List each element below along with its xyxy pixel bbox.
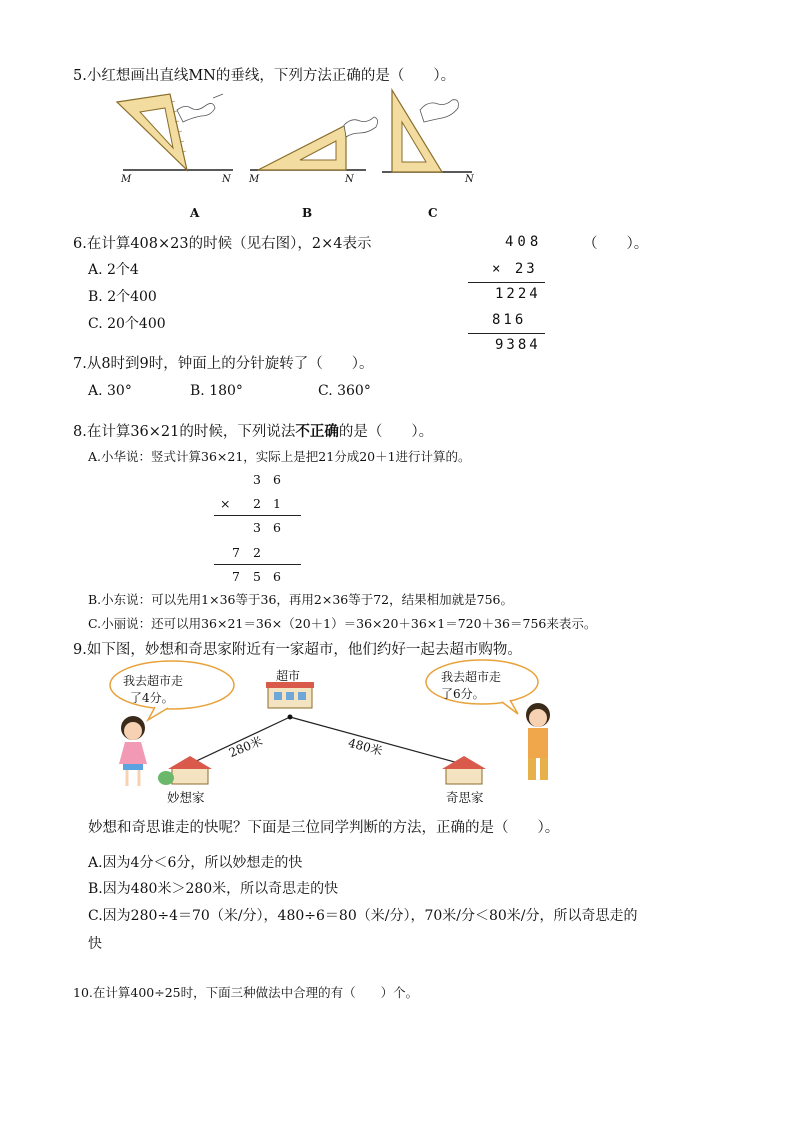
q8-calc-digit: 6 [273,569,281,584]
q7-option-b: B. 180° [190,383,243,399]
q8-option-a: A.小华说：竖式计算36×21，实际上是把21分成20＋1进行计算的。 [88,449,471,464]
q6-option-c: C. 20个400 [88,316,166,332]
q8-calc-times: × [220,496,231,511]
q8-calc-digit: 6 [273,472,281,487]
q8-stem-post: 的是（ ）。 [338,424,434,440]
q8-calc-digit: 3 [253,472,261,487]
q8-calc-digit: 6 [273,520,281,535]
q9-distance-left: 280米 [226,733,265,760]
q8-calc-digit: 5 [253,569,261,584]
q9-bubble-left-line1: 我去超市走 [123,674,184,688]
q7-option-c: C. 360° [318,383,371,399]
q9-home-right: 奇思家 [446,790,484,805]
figure-b-triangle-ruler [248,115,383,175]
q6-calc-row5: 9384 [495,337,541,353]
q8-option-c: C.小丽说：还可以用36×21＝36×（20＋1）＝36×20＋36×1＝720＋36＝756来表示。 [88,616,597,631]
figure-c-label-n: N [465,174,474,185]
q9-option-b: B.因为480米＞280米，所以奇思走的快 [88,881,339,897]
figure-c-caption: C [428,206,438,220]
q6-calc-row3: 1224 [495,286,541,302]
q9-bubble-right-line1: 我去超市走 [441,670,502,684]
figure-b-label-n: N [345,174,354,185]
q9-question: 妙想和奇思谁走的快呢？下面是三位同学判断的方法，正确的是（ ）。 [88,820,560,836]
figure-a-caption: A [190,206,200,220]
q8-stem-pre: 8.在计算36×21的时候，下列说法 [73,424,296,440]
q9-distance-right: 480米 [346,735,384,759]
q8-calc-digit: 1 [273,496,281,511]
q6-calc-row1: 408 [505,234,543,250]
figure-b-caption: B [302,206,313,220]
figure-a-label-m: M [121,174,132,185]
figure-b-label-m: M [249,174,260,185]
q9-bubble-left-line2: 了4分。 [130,691,174,705]
q6-option-a: A. 2个4 [88,262,139,278]
figure-c-triangle-ruler [380,88,480,183]
q9-home-left: 妙想家 [167,790,205,805]
q9-option-a: A.因为4分＜6分，所以妙想走的快 [88,855,303,871]
figure-a-label-n: N [222,174,231,185]
q6-calc-row2: × 23 [492,261,538,277]
q8-calc-digit: 7 [232,545,240,560]
q9-option-c-tail: 快 [88,936,102,952]
q5-stem: 5.小红想画出直线MN的垂线，下列方法正确的是（ ）。 [73,68,456,84]
q7-option-a: A. 30° [88,383,132,399]
q8-calc-digit: 3 [253,520,261,535]
q8-option-b: B.小东说：可以先用1×36等于36，再用2×36等于72，结果相加就是756。 [88,592,513,607]
q6-blank: （ ）。 [583,236,649,252]
q8-stem-bold: 不正确 [295,423,339,440]
q9-stem: 9.如下图，妙想和奇思家附近有一家超市，他们约好一起去超市购物。 [73,642,522,658]
q9-market-label: 超市 [276,669,301,683]
q10-stem: 10.在计算400÷25时，下面三种做法中合理的有（ ）个。 [73,985,419,1000]
q8-calc-digit: 2 [253,545,261,560]
q6-calc-row4: 816 [492,312,527,328]
q9-option-c: C.因为280÷4＝70（米/分），480÷6＝80（米/分），70米/分＜80米/分，所以奇思走的 [88,908,638,924]
q8-stem [73,420,433,441]
q9-bubble-right-line2: 了6分。 [441,687,485,701]
q7-stem: 7.从8时到9时，钟面上的分针旋转了（ ）。 [73,356,374,372]
q6-option-b: B. 2个400 [88,289,157,305]
q8-calc-digit: 2 [253,496,261,511]
q6-stem: 6.在计算408×23的时候（见右图），2×4表示 [73,236,372,252]
q8-calc-digit: 7 [232,569,240,584]
